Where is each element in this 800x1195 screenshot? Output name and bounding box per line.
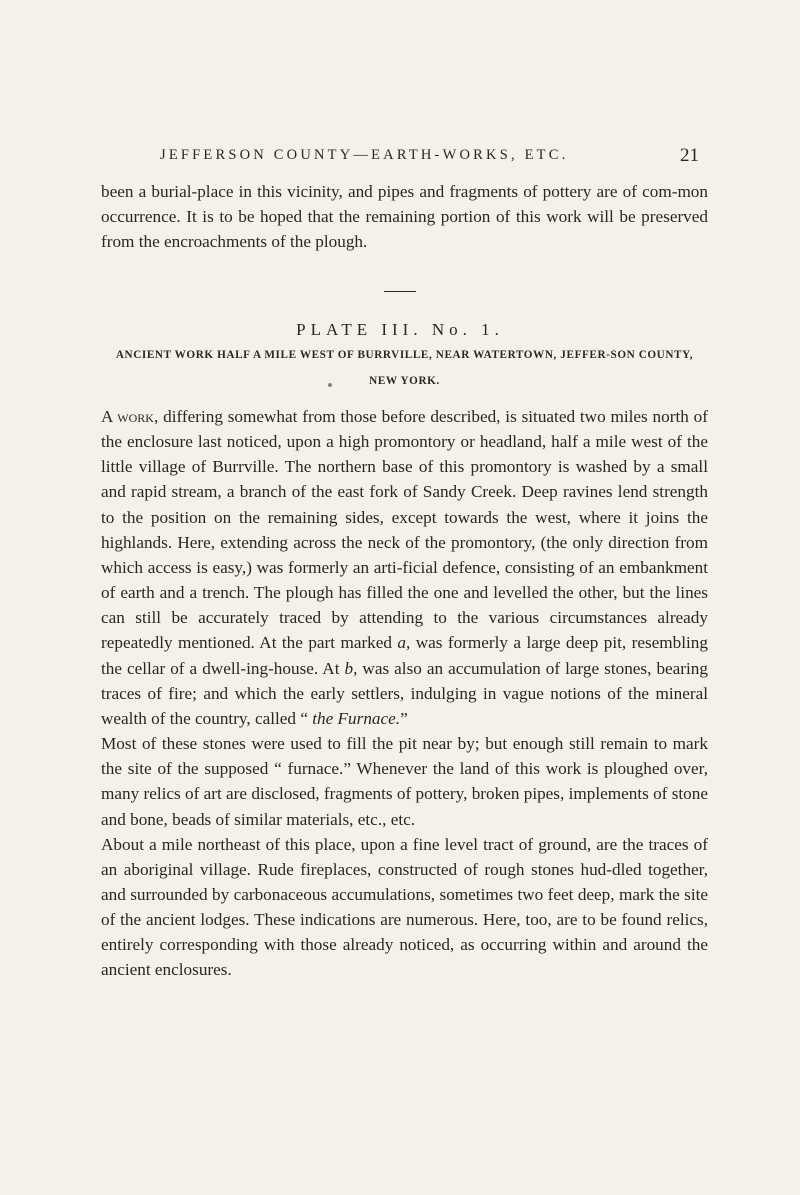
closing-quote: ” — [400, 708, 408, 728]
section-subtitle: ANCIENT WORK HALF A MILE WEST OF BURRVILLE, NEAR WATERTOWN, JEFFER-SON COUNTY, NEW YORK. — [115, 349, 694, 387]
plate-heading: PLATE III. No. 1. — [296, 320, 504, 339]
paragraph-1-part-a: differing somewhat from those before described, is situated two miles north of the enclosure last noticed, upon a high promontory or headland, half a mile west of the little village of Burrville. The northern base of this promontory is washed by a small and rapid stream, a branch of the east fork of Sandy Creek. Deep ravines lend strength to the position on the remaining sides, except towards the west, where it joins the highlands. Here, extending across the neck of the promontory, (the only direction from which access is easy,) was formerly an arti-ficial defence, consisting of an embankment of earth and a trench. The plough has filled the one and levelled the other, but the lines can still be accurately traced by attending to the various circumstances already repeatedly mentioned. At the part marked — [101, 407, 708, 653]
continued-paragraph — [101, 179, 708, 255]
ink-speck — [328, 383, 332, 387]
section-divider — [384, 291, 416, 292]
body-text — [101, 404, 708, 983]
site-mark-b: b, — [344, 658, 358, 678]
paragraph-1-part-b: was formerly a large deep pit, resembling the cellar of a dwell-ing-house. At — [101, 633, 708, 678]
paragraph-1-part-c: was also an accumulation of large stones, bearing traces of fire; and which the early settlers, indulging in vague notions of the mineral wealth of the country, called “ — [101, 658, 708, 728]
running-head: JEFFERSON COUNTY—EARTH-WORKS, ETC. — [160, 147, 569, 163]
paragraph-text: been a burial-place in this vicinity, and pipes and fragments of pottery are of com-mon occurrence. It is to be hoped that the remaining portion of this work will be preserved from the encroachments of the plough. — [101, 182, 708, 252]
paragraph-lead: A work, — [101, 407, 159, 426]
paragraph-3: About a mile northeast of this place, upon a fine level tract of ground, are the traces of an aboriginal village. Rude fireplaces, constructed of rough stones hud-dled together, and surrounded by carbonaceous accumulations, sometimes two feet deep, mark the site of the ancient lodges. These indications are numerous. Here, too, are to be found relics, entirely corresponding with those already noticed, as occurring within and around the ancient enclosures. — [101, 834, 708, 980]
page-number: 21 — [680, 145, 699, 166]
paragraph-1 — [101, 404, 708, 731]
site-mark-a: a, — [397, 633, 411, 653]
paragraph-2: Most of these stones were used to fill the pit near by; but enough still remain to mark the site of the supposed “ furnace.” Whenever the land of this work is ploughed over, many relics of art are disclosed, fragments of pottery, broken pipes, implements of stone and bone, beads of similar materials, etc., etc. — [101, 734, 708, 829]
furnace-name: the Furnace. — [312, 708, 401, 728]
